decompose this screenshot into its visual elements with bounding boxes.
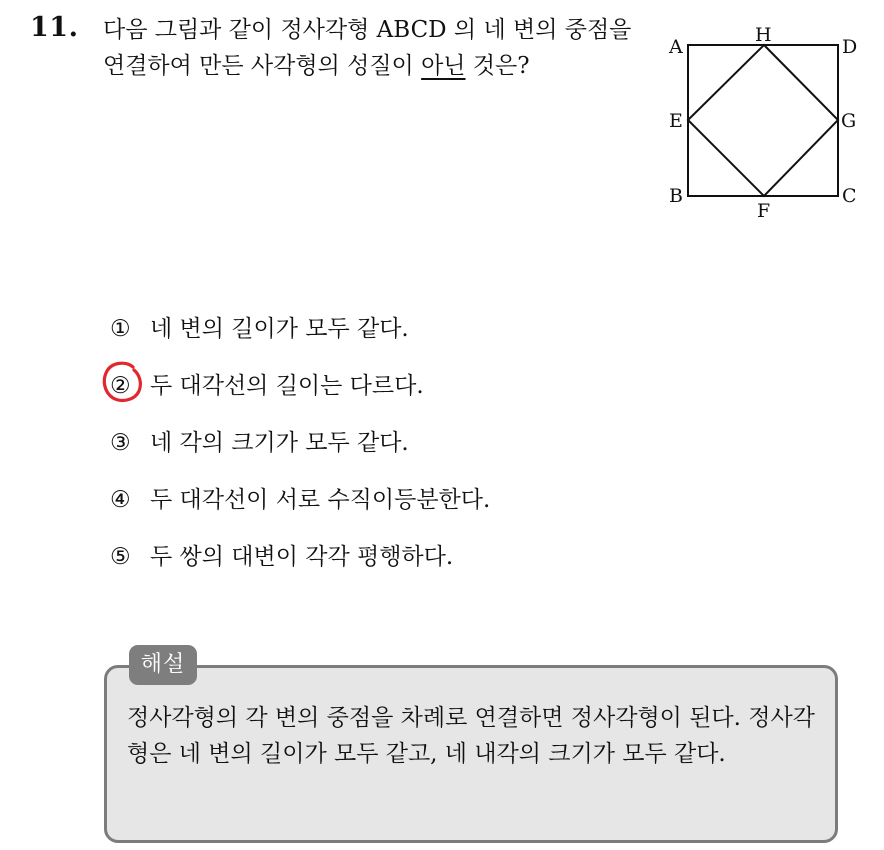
label-h: H bbox=[755, 24, 772, 46]
choice-text: 두 대각선이 서로 수직이등분한다. bbox=[150, 486, 491, 513]
choice-text: 두 대각선의 길이는 다르다. bbox=[150, 372, 424, 399]
label-f: F bbox=[757, 200, 771, 222]
choice-5[interactable] bbox=[110, 528, 730, 585]
choice-2[interactable] bbox=[110, 357, 730, 414]
question-text bbox=[103, 13, 633, 84]
explanation-text: 정사각형의 각 변의 중점을 차례로 연결하면 정사각형이 된다. 정사각형은 네 변의 길이가 모두 같고, 네 내각의 크기가 모두 같다. bbox=[127, 705, 815, 767]
choice-4[interactable] bbox=[110, 471, 730, 528]
choice-text: 두 쌍의 대변이 각각 평행하다. bbox=[150, 543, 454, 570]
choice-text: 네 각의 크기가 모두 같다. bbox=[150, 429, 409, 456]
label-b: B bbox=[669, 185, 683, 207]
label-d: D bbox=[842, 36, 858, 58]
label-c: C bbox=[842, 185, 857, 207]
choice-number: ⑤ bbox=[110, 543, 131, 570]
choice-number: ④ bbox=[110, 486, 131, 513]
question-text-before: 다음 그림과 같이 정사각형 ABCD 의 네 변의 중점을 연결하여 만든 사각형의 성질이 bbox=[103, 17, 632, 79]
choice-text: 네 변의 길이가 모두 같다. bbox=[150, 315, 409, 342]
outer-square-abcd bbox=[688, 45, 838, 196]
explanation-tag: 해설 bbox=[129, 645, 197, 685]
label-e: E bbox=[669, 110, 683, 132]
question-text-after: 것은? bbox=[465, 52, 530, 79]
label-g: G bbox=[841, 110, 857, 132]
choice-number: ② bbox=[110, 372, 131, 399]
question-number: 11. bbox=[30, 12, 79, 43]
label-a: A bbox=[669, 36, 683, 58]
question-underlined-word: 아닌 bbox=[421, 52, 466, 79]
choice-number: ① bbox=[110, 315, 131, 342]
choice-number: ③ bbox=[110, 429, 131, 456]
inner-square-efgh bbox=[688, 45, 838, 196]
choice-1[interactable] bbox=[110, 300, 730, 357]
choice-3[interactable] bbox=[110, 414, 730, 471]
choice-list bbox=[110, 300, 730, 585]
square-figure bbox=[660, 20, 870, 225]
